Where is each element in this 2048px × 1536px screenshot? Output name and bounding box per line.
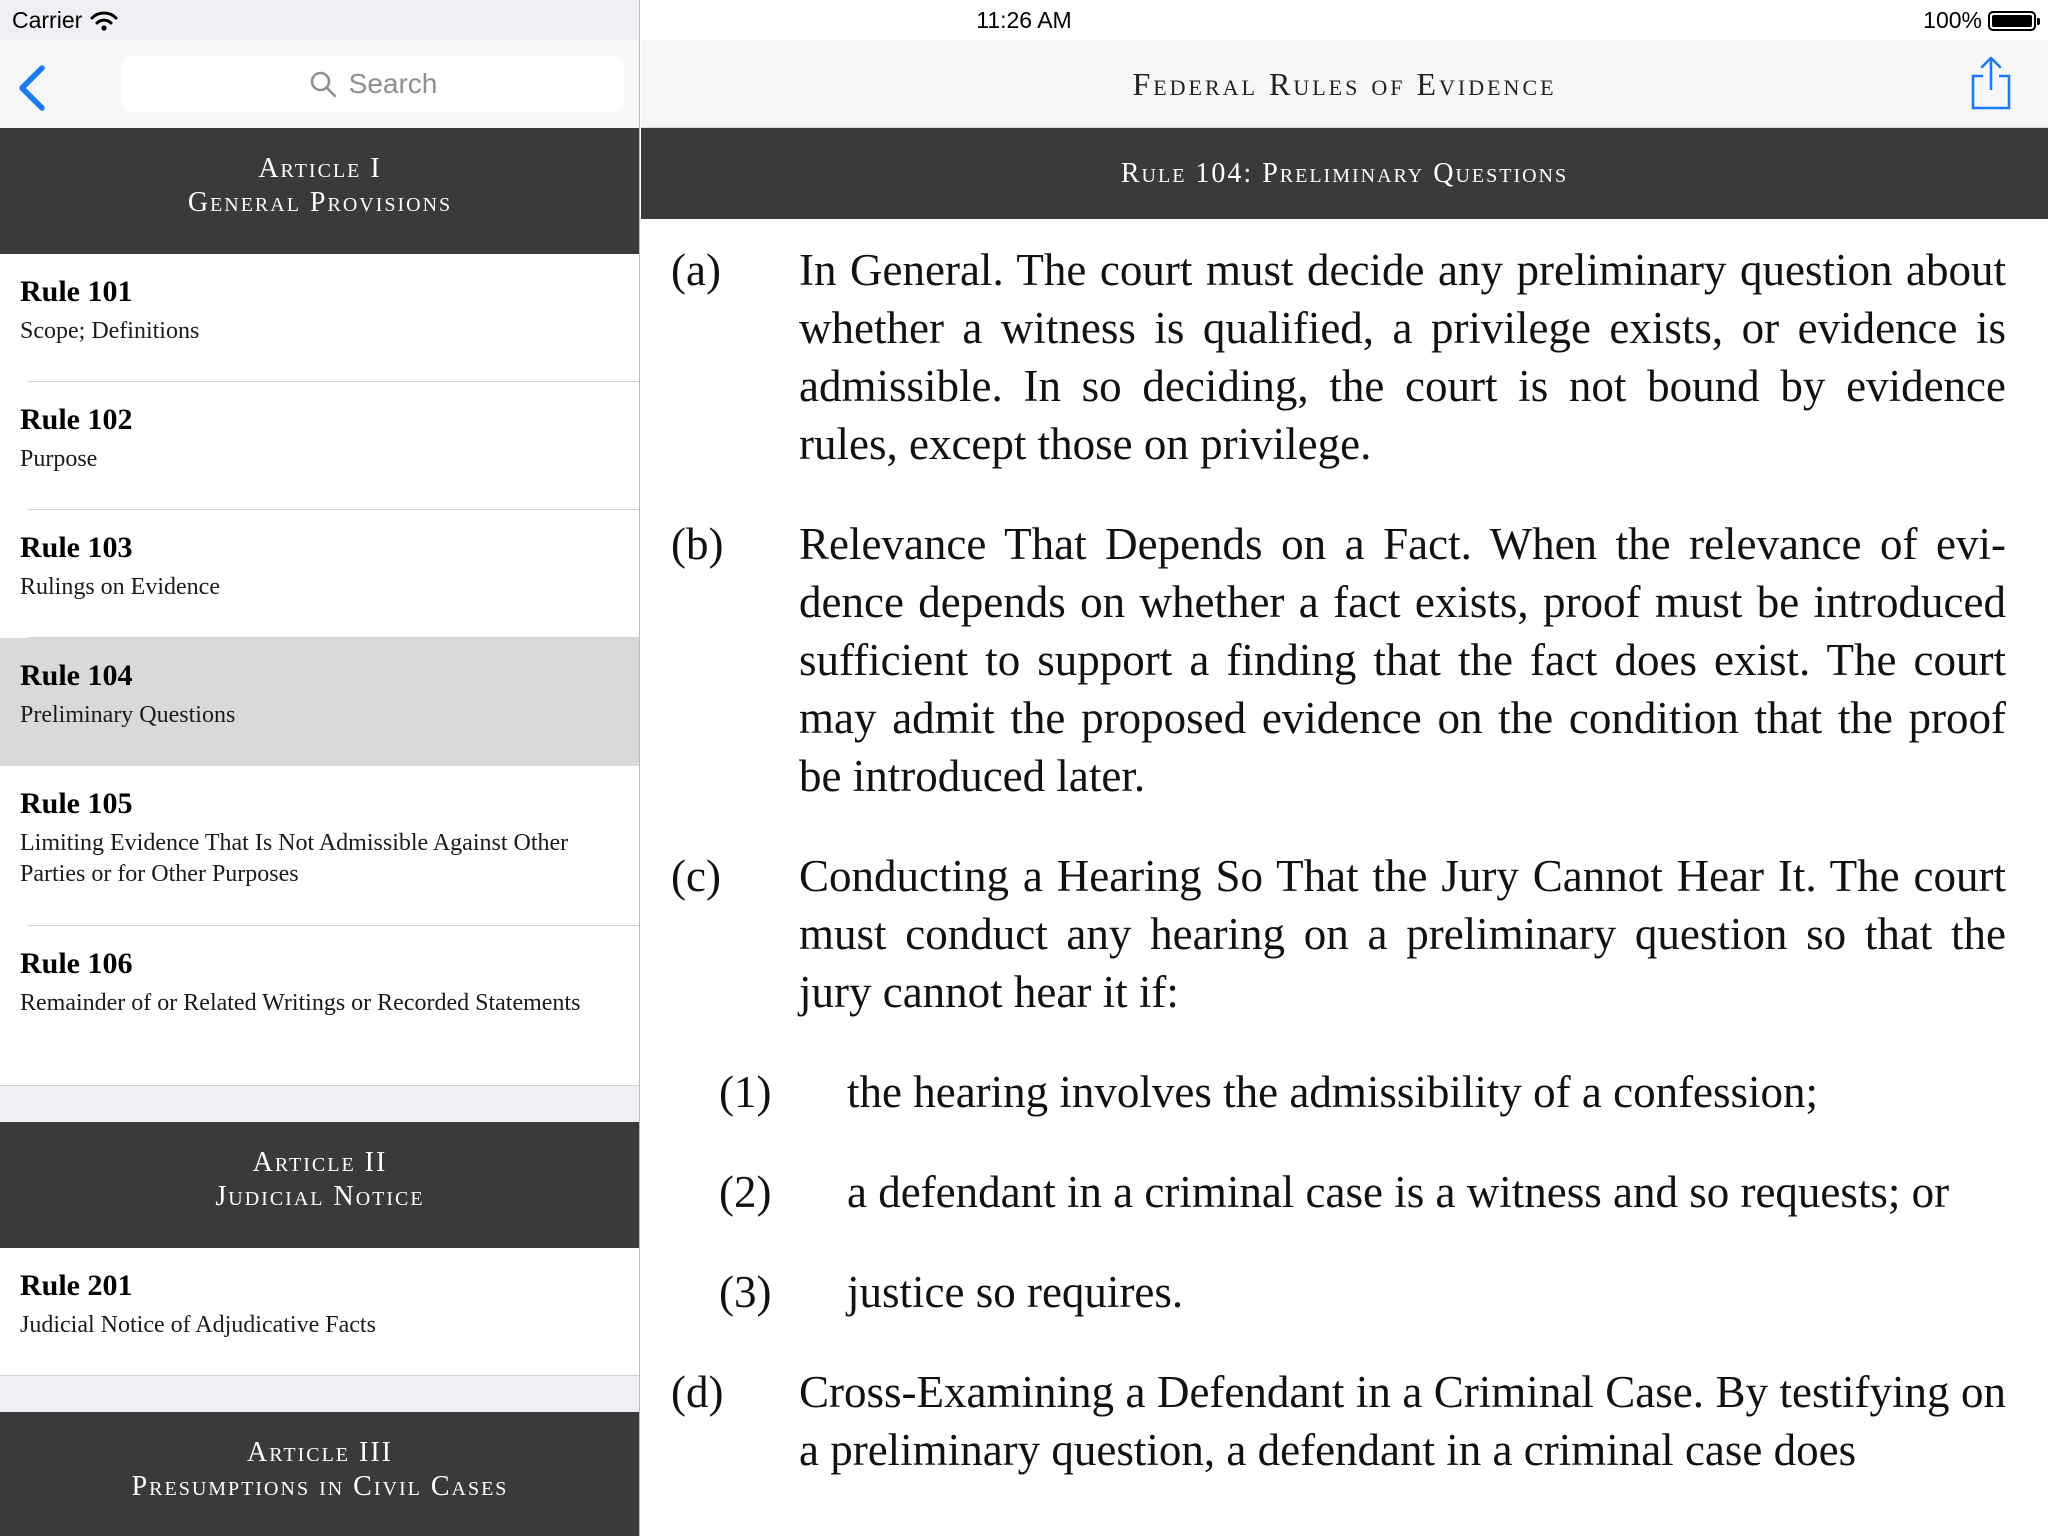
rule-title: Remainder of or Related Writings or Recorded Statements: [20, 990, 581, 1016]
rule-list-item[interactable]: [0, 510, 640, 638]
article-header: [0, 128, 640, 254]
article-title: Presumptions in Civil Cases: [131, 1471, 509, 1502]
search-field[interactable]: [122, 56, 624, 112]
paragraph-label: (c): [671, 851, 721, 901]
paragraph-c: [641, 805, 2048, 1021]
rule-title: Purpose: [20, 446, 98, 472]
section-spacer: [0, 1376, 640, 1412]
rule-title: Preliminary Questions: [20, 702, 236, 728]
search-icon: [309, 70, 337, 98]
document-title: Federal Rules of Evidence: [1132, 66, 1557, 102]
rule-list-item[interactable]: [0, 1248, 640, 1376]
rule-title: Rulings on Evidence: [20, 574, 220, 600]
paragraph-label: (a): [671, 245, 721, 295]
battery-percentage: 100%: [1923, 7, 1982, 33]
article-header: [0, 1412, 640, 1536]
subparagraph-text: justice so requires.: [847, 1267, 1184, 1317]
paragraph-b: [641, 473, 2048, 805]
rule-number: Rule 102: [20, 403, 133, 436]
paragraph-text: Conducting a Hearing So That the Jury Cannot Hear It. The court must conduct any hearing on a preliminary question so that the jury cannot hear it if:: [799, 851, 2006, 1017]
clock: 11:26 AM: [976, 7, 1072, 33]
chevron-left-icon: [14, 64, 50, 112]
rule-number: Rule 101: [20, 275, 133, 308]
article-number: Article I: [258, 153, 382, 184]
carrier-label: Carrier: [12, 7, 83, 33]
paragraph-label: (d): [671, 1367, 724, 1417]
rule-number: Rule 104: [20, 659, 133, 692]
status-bar: [0, 0, 2048, 40]
paragraph-label: (b): [671, 519, 724, 569]
rule-number: Rule 201: [20, 1269, 133, 1302]
sidebar-nav-bar: [0, 40, 640, 128]
row-divider: [0, 1375, 640, 1376]
article-title: Judicial Notice: [215, 1181, 425, 1212]
rule-list-item[interactable]: [0, 254, 640, 382]
document-pane: [641, 0, 2048, 1536]
article-title: General Provisions: [187, 187, 453, 218]
rule-list-item-selected[interactable]: [0, 638, 640, 766]
rule-text-content: [641, 219, 2048, 1479]
row-divider: [0, 1085, 640, 1086]
rule-list-item[interactable]: [0, 382, 640, 510]
paragraph-text: Cross-Examining a Defendant in a Criminal Case. By testifying on a preliminary question, a defendant in a criminal case does: [799, 1367, 2006, 1475]
rule-title: Judicial Notice of Adjudicative Facts: [20, 1312, 376, 1338]
search-placeholder: Search: [348, 68, 438, 99]
subparagraph-1: [641, 1021, 2048, 1121]
article-number: Article II: [252, 1147, 388, 1178]
rule-number: Rule 103: [20, 531, 133, 564]
rule-title: Limiting Evidence That Is Not Admissible Against Other Parties or for Other Purposes: [20, 830, 569, 887]
section-spacer: [0, 1086, 640, 1122]
rule-list-item[interactable]: [0, 766, 640, 926]
article-header: [0, 1122, 640, 1248]
subparagraph-text: a defendant in a criminal case is a witness and so requests; or: [847, 1167, 1950, 1217]
share-button[interactable]: [1969, 54, 2013, 112]
document-nav-bar: [641, 40, 2048, 128]
rule-number: Rule 105: [20, 787, 133, 820]
subparagraph-2: [641, 1121, 2048, 1221]
paragraph-a: [641, 219, 2048, 473]
share-icon: [1969, 54, 2013, 112]
battery-icon: [1988, 11, 2036, 31]
paragraph-text: In General. The court must decide any preliminary question about whether a witness is qualified, a privilege exists, or evidence is admissible. In so deciding, the court is not bound by evidence rules, except those on privilege.: [799, 245, 2006, 469]
sidebar: [0, 0, 640, 1536]
article-number: Article III: [247, 1437, 393, 1468]
back-button[interactable]: [14, 64, 50, 112]
rules-list: [0, 128, 640, 1536]
paragraph-d: [641, 1321, 2048, 1479]
rule-list-item[interactable]: [0, 926, 640, 1086]
subparagraph-text: the hearing involves the admissibility of a confession;: [847, 1067, 1819, 1117]
subparagraph-3: [641, 1221, 2048, 1321]
paragraph-text: Relevance That Depends on a Fact. When the relevance of evidence depends on whether a fact exists, proof must be introduced sufficient to support a finding that the fact does exist. The court may admit the proposed evidence on the condition that the proof be introduced later.: [799, 519, 2006, 801]
rule-number: Rule 106: [20, 947, 133, 980]
rule-title: Scope; Definitions: [20, 318, 200, 344]
rule-heading: Rule 104: Preliminary Questions: [641, 128, 2048, 219]
subparagraph-label: (2): [719, 1167, 772, 1217]
subparagraph-label: (1): [719, 1067, 772, 1117]
subparagraph-label: (3): [719, 1267, 772, 1317]
battery-level-fill: [1992, 15, 2032, 27]
